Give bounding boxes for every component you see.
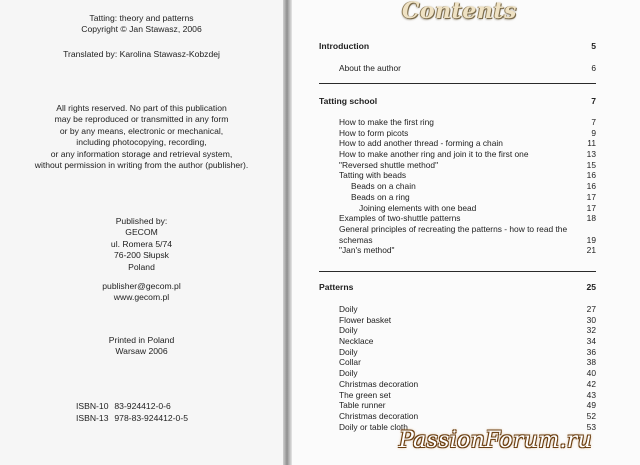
entry-page: 9 bbox=[591, 127, 596, 138]
toc-entry bbox=[339, 368, 596, 379]
section-divider bbox=[319, 271, 596, 272]
entry-page: 38 bbox=[586, 357, 596, 368]
entry-page: 36 bbox=[586, 346, 596, 357]
section-introduction bbox=[319, 41, 596, 51]
publisher-line: 76-200 Słupsk bbox=[114, 250, 169, 261]
publisher-block bbox=[0, 216, 283, 273]
entry-title: Beads on a ring bbox=[351, 191, 410, 202]
section-title: Introduction bbox=[319, 41, 370, 51]
entry-title: About the author bbox=[339, 63, 401, 73]
entry-title: Beads on a chain bbox=[351, 181, 416, 192]
publisher-line: ul. Romera 5/74 bbox=[110, 238, 173, 249]
entry-title: How to make the first ring bbox=[339, 117, 434, 127]
entry-title: Necklace bbox=[339, 336, 374, 347]
entry-title: How to form picots bbox=[339, 127, 409, 138]
entry-title: Christmas decoration bbox=[339, 410, 419, 421]
rights-line: or by any means, electronic or mechanical, bbox=[59, 125, 224, 136]
entry-page: 6 bbox=[591, 63, 596, 73]
toc-entry bbox=[339, 149, 596, 160]
rights-line: may be reproduced or transmitted in any form bbox=[54, 114, 229, 125]
toc-entry bbox=[339, 400, 596, 411]
toc-entry bbox=[339, 63, 596, 74]
printed-line: Warsaw 2006 bbox=[115, 346, 168, 357]
rights-line: including photocopying, recording, bbox=[76, 137, 207, 148]
toc-entry bbox=[339, 325, 596, 336]
entry-page: 16 bbox=[586, 181, 596, 192]
entry-page: 16 bbox=[586, 170, 596, 181]
entry-title: General principles of recreating the patterns - how to read the schemas bbox=[339, 223, 568, 245]
entry-page: 40 bbox=[586, 368, 596, 379]
toc-entry bbox=[339, 128, 596, 139]
printed-line: Printed in Poland bbox=[108, 335, 175, 345]
entry-title: "Jan's method" bbox=[339, 245, 395, 256]
rights-line: without permission in writing from the author (publisher). bbox=[34, 160, 249, 171]
entry-page: 17 bbox=[586, 202, 596, 213]
publisher-line: GECOM bbox=[125, 227, 158, 238]
rights-line: All rights reserved. No part of this publication bbox=[56, 103, 227, 113]
entry-title: Tatting with beads bbox=[339, 170, 407, 181]
contents-heading: Contents bbox=[402, 0, 517, 24]
tatting-school-entries bbox=[339, 117, 596, 256]
section-tatting-school bbox=[319, 96, 596, 106]
publisher-line: Poland bbox=[128, 261, 155, 272]
isbn-label: ISBN-13 bbox=[76, 412, 109, 423]
toc-entry bbox=[339, 315, 596, 326]
entry-page: 43 bbox=[586, 389, 596, 400]
toc-subentry bbox=[339, 181, 596, 192]
book-title: Tatting: theory and patterns bbox=[89, 13, 194, 23]
entry-title: Flower basket bbox=[339, 314, 392, 325]
isbn-13-row bbox=[76, 413, 188, 425]
entry-title: Doily or table cloth bbox=[339, 421, 408, 432]
entry-page: 19 bbox=[586, 234, 596, 245]
section-divider bbox=[319, 83, 596, 84]
entry-title: "Reversed shuttle method" bbox=[339, 159, 439, 170]
toc-subentry bbox=[339, 192, 596, 203]
toc-subentry bbox=[339, 203, 596, 214]
isbn-block bbox=[76, 401, 188, 424]
entry-page: 17 bbox=[586, 191, 596, 202]
copyright-page bbox=[0, 0, 283, 465]
entry-page: 27 bbox=[586, 304, 596, 314]
entry-title: How to add another thread - forming a chain bbox=[339, 138, 503, 149]
entry-page: 13 bbox=[586, 149, 596, 160]
entry-title: Doily bbox=[339, 346, 358, 357]
rights-notice bbox=[0, 103, 283, 171]
section-title: Patterns bbox=[319, 282, 354, 292]
toc-entry bbox=[339, 213, 596, 224]
entry-page: 11 bbox=[587, 138, 596, 149]
entry-page: 21 bbox=[586, 245, 596, 256]
introduction-entries bbox=[339, 63, 596, 74]
entry-page: 15 bbox=[586, 159, 596, 170]
toc-entry bbox=[339, 245, 596, 256]
entry-page: 52 bbox=[586, 410, 596, 421]
entry-title: The green set bbox=[339, 389, 391, 400]
entry-title: Doily bbox=[339, 368, 358, 379]
toc-entry bbox=[339, 170, 596, 181]
isbn-value: 978-83-924412-0-5 bbox=[114, 412, 188, 423]
entry-page: 34 bbox=[586, 336, 596, 347]
toc-entry bbox=[339, 117, 596, 128]
translator-line: Translated by: Karolina Stawasz-Kobzdej bbox=[63, 49, 220, 59]
entry-title: Christmas decoration bbox=[339, 378, 419, 389]
entry-title: Doily bbox=[339, 304, 358, 314]
copyright-line: Copyright © Jan Stawasz, 2006 bbox=[81, 24, 202, 35]
toc-entry bbox=[339, 390, 596, 401]
entry-page: 18 bbox=[586, 213, 596, 224]
entry-page: 53 bbox=[586, 421, 596, 432]
entry-page: 7 bbox=[591, 117, 596, 127]
toc-entry bbox=[339, 138, 596, 149]
section-patterns bbox=[319, 282, 596, 292]
toc-entry bbox=[339, 357, 596, 368]
entry-page: 32 bbox=[586, 325, 596, 336]
publisher-email: publisher@gecom.pl bbox=[102, 281, 181, 291]
entry-title: Collar bbox=[339, 357, 361, 368]
publisher-website: www.gecom.pl bbox=[113, 292, 170, 303]
entry-title: How to make another ring and join it to the first one bbox=[339, 149, 529, 160]
publisher-line: Published by: bbox=[115, 216, 168, 226]
isbn-label: ISBN-10 bbox=[76, 401, 109, 411]
forum-watermark: PassionForum.ru bbox=[399, 428, 592, 453]
toc-entry bbox=[339, 411, 596, 422]
patterns-entries bbox=[339, 304, 596, 432]
toc-entry bbox=[339, 347, 596, 358]
entry-page: 42 bbox=[586, 378, 596, 389]
rights-line: or any information storage and retrieval system, bbox=[50, 148, 233, 159]
entry-title: Examples of two-shuttle patterns bbox=[339, 213, 461, 224]
section-page: 5 bbox=[591, 41, 596, 51]
toc-entry bbox=[339, 224, 596, 245]
book-gutter bbox=[283, 0, 292, 465]
isbn-10-row bbox=[76, 401, 188, 413]
section-title: Tatting school bbox=[319, 96, 378, 106]
toc-entry bbox=[339, 336, 596, 347]
entry-title: Table runner bbox=[339, 400, 386, 411]
contents-page bbox=[292, 0, 640, 465]
section-page: 7 bbox=[591, 96, 596, 106]
section-page: 25 bbox=[586, 282, 596, 292]
entry-page: 49 bbox=[586, 400, 596, 411]
toc-entry bbox=[339, 379, 596, 390]
toc-entry bbox=[339, 160, 596, 171]
contact-block bbox=[0, 281, 283, 304]
printed-block bbox=[0, 335, 283, 358]
toc-entry bbox=[339, 304, 596, 315]
entry-title: Doily bbox=[339, 325, 358, 336]
isbn-value: 83-924412-0-6 bbox=[114, 401, 171, 411]
entry-title: Joining elements with one bead bbox=[359, 202, 477, 213]
entry-page: 30 bbox=[586, 314, 596, 325]
title-block bbox=[0, 13, 283, 36]
